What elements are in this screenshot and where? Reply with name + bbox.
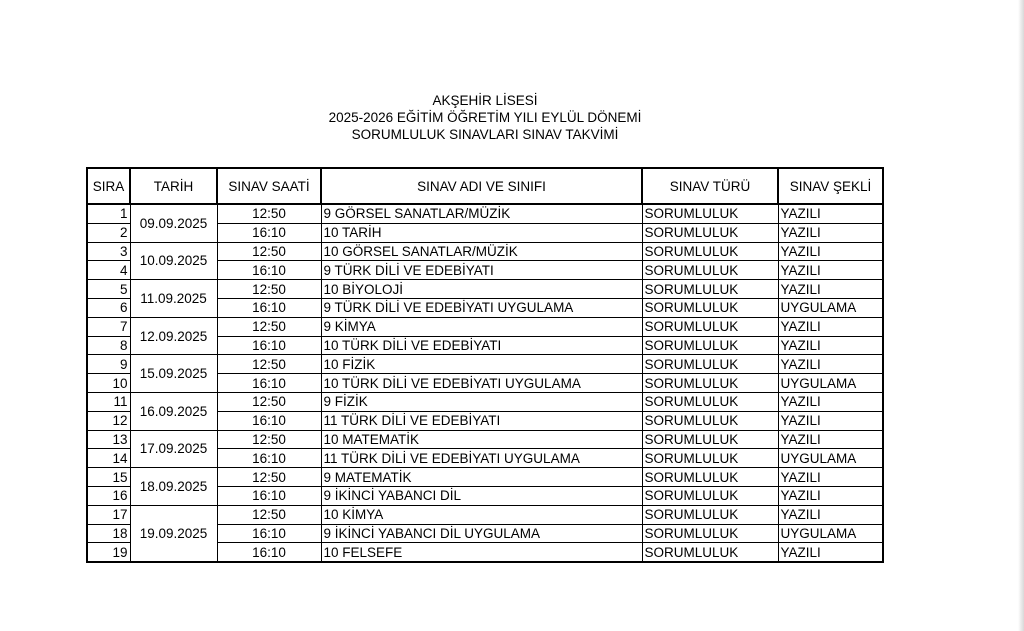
exam-type: SORUMLULUK bbox=[642, 505, 778, 524]
column-header-sekil: SINAV ŞEKLİ bbox=[778, 168, 883, 204]
column-header-sira: SIRA bbox=[87, 168, 130, 204]
schedule-title: SORUMLULUK SINAVLARI SINAV TAKVİMİ bbox=[351, 127, 619, 142]
row-number: 19 bbox=[87, 543, 130, 562]
exam-format: YAZILI bbox=[778, 204, 883, 223]
exam-time: 16:10 bbox=[217, 336, 321, 355]
table-row bbox=[87, 204, 883, 223]
exam-name: 9 MATEMATİK bbox=[321, 468, 642, 487]
exam-time: 12:50 bbox=[217, 280, 321, 299]
row-number: 15 bbox=[87, 468, 130, 487]
exam-name: 9 TÜRK DİLİ VE EDEBİYATI bbox=[321, 261, 642, 280]
row-number: 9 bbox=[87, 355, 130, 374]
exam-time: 16:10 bbox=[217, 524, 321, 543]
column-header-tarih: TARİH bbox=[130, 168, 217, 204]
exam-time: 12:50 bbox=[217, 505, 321, 524]
exam-date: 19.09.2025 bbox=[130, 505, 217, 562]
row-number: 4 bbox=[87, 261, 130, 280]
exam-date: 11.09.2025 bbox=[130, 280, 217, 318]
column-header-saat: SINAV SAATİ bbox=[217, 168, 321, 204]
exam-type: SORUMLULUK bbox=[642, 524, 778, 543]
exam-format: YAZILI bbox=[778, 223, 883, 242]
table-row bbox=[87, 242, 883, 261]
exam-name: 10 TÜRK DİLİ VE EDEBİYATI bbox=[321, 336, 642, 355]
exam-type: SORUMLULUK bbox=[642, 392, 778, 411]
exam-format: YAZILI bbox=[778, 468, 883, 487]
exam-format: YAZILI bbox=[778, 505, 883, 524]
exam-time: 16:10 bbox=[217, 261, 321, 280]
exam-name: 10 KİMYA bbox=[321, 505, 642, 524]
period-title: 2025-2026 EĞİTİM ÖĞRETİM YILI EYLÜL DÖNEMİ bbox=[328, 110, 642, 125]
exam-time: 16:10 bbox=[217, 543, 321, 562]
exam-format: YAZILI bbox=[778, 355, 883, 374]
exam-format: UYGULAMA bbox=[778, 374, 883, 393]
exam-time: 16:10 bbox=[217, 223, 321, 242]
exam-type: SORUMLULUK bbox=[642, 374, 778, 393]
row-number: 5 bbox=[87, 280, 130, 299]
exam-type: SORUMLULUK bbox=[642, 242, 778, 261]
exam-format: YAZILI bbox=[778, 486, 883, 505]
column-header-tur: SINAV TÜRÜ bbox=[642, 168, 778, 204]
exam-type: SORUMLULUK bbox=[642, 430, 778, 449]
page-edge-shadow bbox=[1018, 0, 1024, 631]
table-body bbox=[87, 204, 883, 562]
exam-format: UYGULAMA bbox=[778, 524, 883, 543]
exam-format: YAZILI bbox=[778, 392, 883, 411]
exam-name: 10 TÜRK DİLİ VE EDEBİYATI UYGULAMA bbox=[321, 374, 642, 393]
exam-type: SORUMLULUK bbox=[642, 355, 778, 374]
row-number: 16 bbox=[87, 486, 130, 505]
exam-type: SORUMLULUK bbox=[642, 261, 778, 280]
row-number: 18 bbox=[87, 524, 130, 543]
row-number: 2 bbox=[87, 223, 130, 242]
exam-time: 12:50 bbox=[217, 242, 321, 261]
exam-type: SORUMLULUK bbox=[642, 317, 778, 336]
exam-type: SORUMLULUK bbox=[642, 204, 778, 223]
exam-format: YAZILI bbox=[778, 242, 883, 261]
row-number: 13 bbox=[87, 430, 130, 449]
exam-date: 12.09.2025 bbox=[130, 317, 217, 355]
exam-time: 12:50 bbox=[217, 430, 321, 449]
exam-name: 9 FİZİK bbox=[321, 392, 642, 411]
exam-name: 10 FİZİK bbox=[321, 355, 642, 374]
exam-format: YAZILI bbox=[778, 317, 883, 336]
row-number: 10 bbox=[87, 374, 130, 393]
exam-type: SORUMLULUK bbox=[642, 411, 778, 430]
exam-time: 12:50 bbox=[217, 355, 321, 374]
exam-date: 17.09.2025 bbox=[130, 430, 217, 468]
exam-format: UYGULAMA bbox=[778, 449, 883, 468]
row-number: 17 bbox=[87, 505, 130, 524]
exam-type: SORUMLULUK bbox=[642, 280, 778, 299]
table-row bbox=[87, 392, 883, 411]
exam-date: 09.09.2025 bbox=[130, 204, 217, 242]
exam-name: 9 TÜRK DİLİ VE EDEBİYATI UYGULAMA bbox=[321, 298, 642, 317]
exam-format: UYGULAMA bbox=[778, 298, 883, 317]
exam-time: 12:50 bbox=[217, 317, 321, 336]
row-number: 6 bbox=[87, 298, 130, 317]
exam-time: 12:50 bbox=[217, 204, 321, 223]
exam-time: 16:10 bbox=[217, 298, 321, 317]
row-number: 7 bbox=[87, 317, 130, 336]
exam-name: 10 FELSEFE bbox=[321, 543, 642, 562]
exam-date: 18.09.2025 bbox=[130, 468, 217, 506]
exam-type: SORUMLULUK bbox=[642, 468, 778, 487]
row-number: 11 bbox=[87, 392, 130, 411]
exam-name: 10 TARİH bbox=[321, 223, 642, 242]
exam-schedule-table bbox=[86, 167, 884, 563]
exam-type: SORUMLULUK bbox=[642, 298, 778, 317]
row-number: 14 bbox=[87, 449, 130, 468]
row-number: 1 bbox=[87, 204, 130, 223]
exam-format: YAZILI bbox=[778, 280, 883, 299]
exam-format: YAZILI bbox=[778, 261, 883, 280]
table-header-row bbox=[87, 168, 883, 204]
column-header-ad: SINAV ADI VE SINIFI bbox=[321, 168, 642, 204]
row-number: 3 bbox=[87, 242, 130, 261]
exam-name: 9 İKİNCİ YABANCI DİL bbox=[321, 486, 642, 505]
exam-time: 16:10 bbox=[217, 374, 321, 393]
exam-type: SORUMLULUK bbox=[642, 449, 778, 468]
exam-name: 9 KİMYA bbox=[321, 317, 642, 336]
exam-type: SORUMLULUK bbox=[642, 223, 778, 242]
document-header bbox=[0, 92, 970, 143]
table-row bbox=[87, 355, 883, 374]
exam-name: 9 İKİNCİ YABANCI DİL UYGULAMA bbox=[321, 524, 642, 543]
row-number: 8 bbox=[87, 336, 130, 355]
table-row bbox=[87, 468, 883, 487]
exam-name: 11 TÜRK DİLİ VE EDEBİYATI bbox=[321, 411, 642, 430]
exam-time: 12:50 bbox=[217, 392, 321, 411]
exam-name: 9 GÖRSEL SANATLAR/MÜZİK bbox=[321, 204, 642, 223]
exam-time: 16:10 bbox=[217, 449, 321, 468]
school-name: AKŞEHİR LİSESİ bbox=[432, 93, 538, 108]
exam-time: 12:50 bbox=[217, 468, 321, 487]
table-row bbox=[87, 280, 883, 299]
exam-type: SORUMLULUK bbox=[642, 543, 778, 562]
exam-name: 10 BİYOLOJİ bbox=[321, 280, 642, 299]
table-row bbox=[87, 430, 883, 449]
exam-format: YAZILI bbox=[778, 430, 883, 449]
exam-type: SORUMLULUK bbox=[642, 486, 778, 505]
table-row bbox=[87, 505, 883, 524]
exam-time: 16:10 bbox=[217, 411, 321, 430]
exam-name: 11 TÜRK DİLİ VE EDEBİYATI UYGULAMA bbox=[321, 449, 642, 468]
row-number: 12 bbox=[87, 411, 130, 430]
exam-format: YAZILI bbox=[778, 336, 883, 355]
exam-name: 10 MATEMATİK bbox=[321, 430, 642, 449]
exam-date: 15.09.2025 bbox=[130, 355, 217, 393]
exam-type: SORUMLULUK bbox=[642, 336, 778, 355]
exam-date: 16.09.2025 bbox=[130, 392, 217, 430]
exam-date: 10.09.2025 bbox=[130, 242, 217, 280]
exam-name: 10 GÖRSEL SANATLAR/MÜZİK bbox=[321, 242, 642, 261]
exam-time: 16:10 bbox=[217, 486, 321, 505]
exam-format: YAZILI bbox=[778, 543, 883, 562]
table-row bbox=[87, 317, 883, 336]
exam-format: YAZILI bbox=[778, 411, 883, 430]
